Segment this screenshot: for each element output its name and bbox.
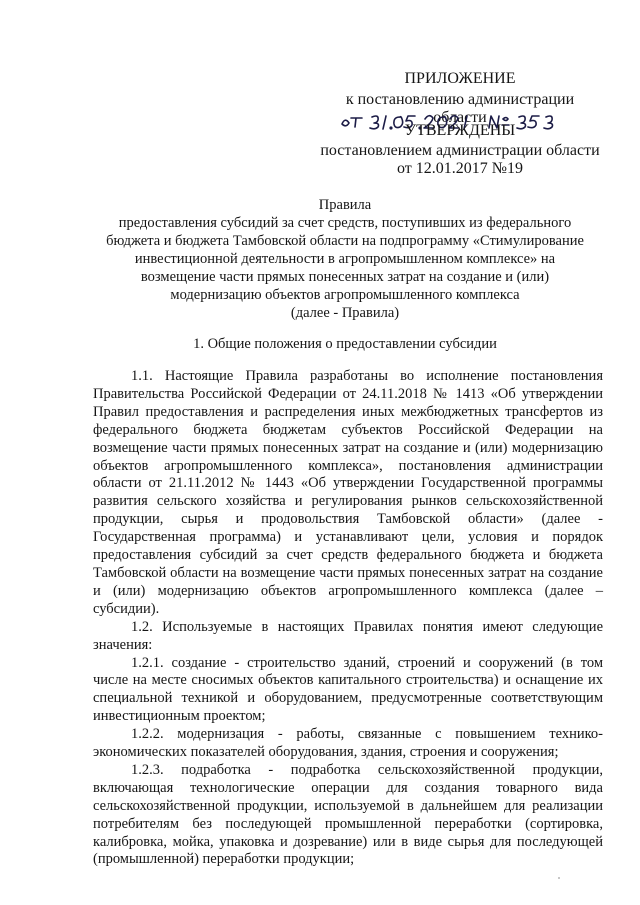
approved-date: от 12.01.2017 №19 <box>396 160 524 177</box>
rules-title-line: инвестиционной деятельности в агропромышленном комплексе» на <box>134 251 556 267</box>
appendix-heading: ПРИЛОЖЕНИЕ <box>404 70 516 87</box>
approved-heading: УТВЕРЖДЕНЫ <box>404 122 516 139</box>
approved-by: постановлением администрации области <box>320 142 600 159</box>
rules-title-line: Правила <box>318 197 372 213</box>
scan-speck <box>558 877 560 879</box>
rules-title-line: предоставления субсидий за счет средств, поступивших из федерального <box>118 215 572 231</box>
rules-title-line: бюджета и бюджета Тамбовской области на подпрограмму «Стимулирование <box>106 233 584 249</box>
rules-title-line: (далее - Правила) <box>290 305 400 321</box>
rules-title-line: модернизацию объектов агропромышленного комплекса <box>170 287 520 303</box>
paragraph-1-1: 1.1. Настоящие Правила разработаны во исполнение постановления Правительства Российской Федерации от 24.11.2018 № 1413 «Об утверждении Правил предоставления и распределения иных межбюджетных трансфертов из федерального бюджета бюджетам субъектов Российской Федерации на возмещение части прямых понесенных затрат на создание и (или) модернизацию объектов агропромышленного комплекса», постановления администрации области от 21.11.2012 № 1443 «Об утверждении Государственной программы развития сельского хозяйства и регулирования рынков сельскохозяйственной продукции, сырья и продовольствия Тамбовской области» (далее - Государственная программа) и устанавливают цели, условия и порядок предоставления субсидий за счет средств федерального бюджета и бюджета Тамбовской области на возмещение части прямых понесенных затрат на создание и (или) модернизацию объектов агропромышленного комплекса (далее – субсидии). <box>93 368 603 617</box>
paragraph-1-2-2: 1.2.2. модернизация - работы, связанные с повышением технико-экономических показателей оборудования, здания, строения и сооружения; <box>93 726 603 761</box>
paragraph-1-2-1: 1.2.1. создание - строительство зданий, строений и сооружений (в том числе на месте сносимых объектов капитального строительства) и оснащение их специальной техникой и оборудованием, предусмотренные соответствующим инвестиционным проектом; <box>93 654 603 725</box>
section-heading: 1. Общие положения о предоставлении субсидии <box>193 336 497 352</box>
section-body <box>93 368 603 869</box>
appendix-to-resolution: к постановлению администрации области <box>345 91 575 126</box>
paragraph-1-2-3: 1.2.3. подработка - подработка сельскохозяйственной продукции, включающая технологические операции для создания товарного вида сельскохозяйственной продукции, используемой в дальнейшем для реализации потребителям без последующей промышленной переработки (сортировка, калибровка, мойка, упаковка и дозревание) или в виде сырья для последующей (промышленной) переработки продукции; <box>93 761 603 868</box>
paragraph-1-2: 1.2. Используемые в настоящих Правилах понятия имеют следующие значения: <box>93 618 603 653</box>
rules-title-line: возмещение части прямых понесенных затрат на создание и (или) <box>140 269 550 285</box>
rules-title <box>70 196 620 322</box>
